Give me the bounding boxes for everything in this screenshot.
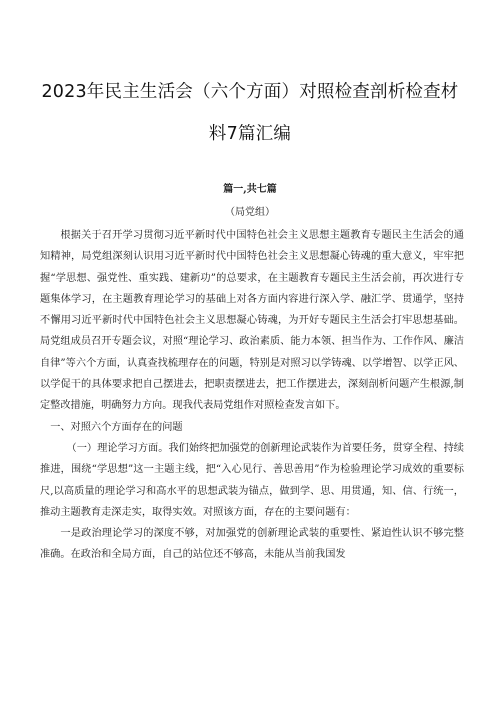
document-title-line-1: 2023年民主生活会（六个方面）对照检查剖析检查材 <box>41 82 459 102</box>
theory-study-text: 我们始终把加强党的创新理论武装作为首要任务，贯穿全程、持续推进，围绕“学思想”这一主题主线，把“入心见行、善思善用”作为检验理论学习成效的重要标尺,以高质量的理论学习和高水平的思想武装为锚点，做到学、思、用贯通，知、信、行统一，推动主题教育走深走实，取得实效。对照该方面，存在的主要问题有： <box>40 442 464 518</box>
document-title-line-2: 料7篇汇编 <box>208 124 292 144</box>
theory-study-paragraph <box>40 438 464 523</box>
section-heading: 一、对照六个方面存在的问题 <box>50 421 183 433</box>
intro-paragraph: 根据关于召开学习贯彻习近平新时代中国特色社会主义思想主题教育专题民主生活会的通知精神，局党组深刻认识用习近平新时代中国特色社会主义思想凝心铸魂的重大意义，牢牢把握“学思想、强党性、重实践、建新功”的总要求，在主题教育专题民主生活会前，再次进行专题集体学习，在主题教育理论学习的基础上对各方面内容进行深入学、融汇学、贯通学，坚持不懈用习近平新时代中国特色社会主义思想凝心铸魂，为开好专题民主生活会打牢思想基础。局党组成员召开专题会议，对照“理论学习、政治素质、能力本领、担当作为、工作作风、廉洁自律”等六个方面，认真查找梳理存在的问题，特别是对照习以学铸魂、以学增智、以学正风、以学促干的具体要求把自己摆进去，把职责摆进去，把工作摆进去，深刻剖析问题产生根源,制定整改措施，明确努力方向。现我代表局党组作对照检查发言如下。 <box>40 230 464 412</box>
problem-paragraph: 一是政治理论学习的深度不够，对加强党的创新理论武装的重要性、紧迫性认识不够完整准确。在政治和全局方面，自己的站位还不够高，未能从当前我国发 <box>40 528 464 561</box>
document-body <box>40 225 464 566</box>
organization-label: （局党组） <box>225 207 275 218</box>
subsection-heading: （一）理论学习方面。 <box>66 442 169 454</box>
section-label: 篇一,共七篇 <box>223 184 277 195</box>
